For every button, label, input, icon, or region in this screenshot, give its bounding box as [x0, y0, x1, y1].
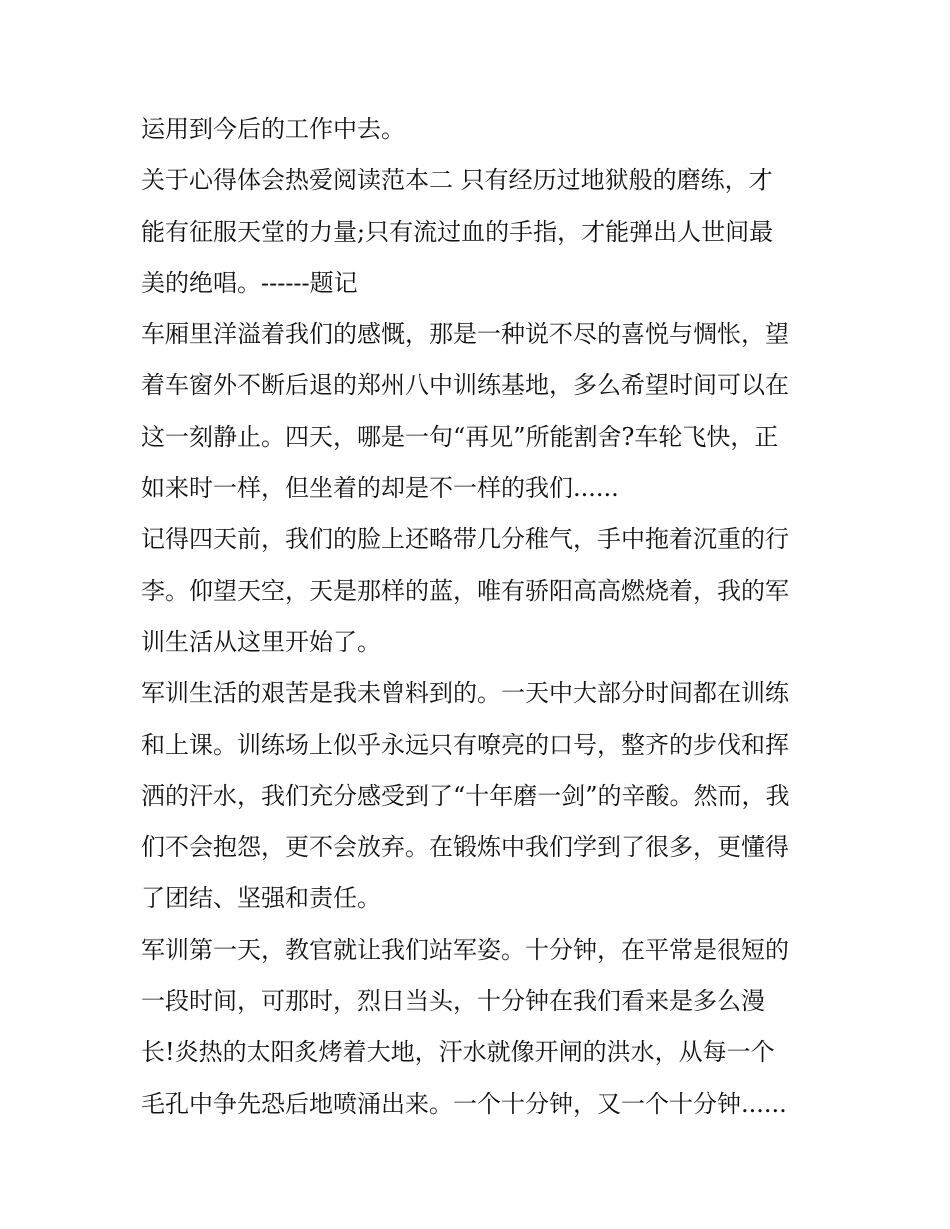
text-line: 着车窗外不断后退的郑州八中训练基地，多么希望时间可以在	[141, 371, 789, 400]
text-line: 一段时间，可那时，烈日当头，十分钟在我们看来是多么漫	[141, 987, 765, 1016]
text-line: 训生活从这里开始了。	[141, 627, 381, 656]
text-line: 李。仰望天空，天是那样的蓝，唯有骄阳高高燃烧着，我的军	[141, 576, 789, 605]
text-line: 了团结、坚强和责任。	[141, 884, 381, 913]
text-line: 车厢里洋溢着我们的感慨，那是一种说不尽的喜悦与惆怅，望	[141, 320, 789, 349]
text-line: 毛孔中争先恐后地喷涌出来。一个十分钟，又一个十分钟......	[141, 1089, 787, 1118]
body-text	[141, 104, 821, 1130]
text-line: 洒的汗水，我们充分感受到了“十年磨一剑”的辛酸。然而，我	[141, 781, 790, 810]
text-line: 美的绝唱。------题记	[141, 268, 358, 297]
text-line: 能有征服天堂的力量;只有流过血的手指，才能弹出人世间最	[141, 217, 774, 246]
text-line: 们不会抱怨，更不会放弃。在锻炼中我们学到了很多，更懂得	[141, 833, 789, 862]
text-line: 如来时一样，但坐着的却是不一样的我们......	[141, 474, 619, 503]
text-line: 军训第一天，教官就让我们站军姿。十分钟，在平常是很短的	[141, 935, 789, 964]
text-line: 记得四天前，我们的脸上还略带几分稚气，手中拖着沉重的行	[141, 525, 789, 554]
text-line: 运用到今后的工作中去。	[141, 115, 405, 143]
text-line: 这一刻静止。四天，哪是一句“再见”所能割舍?车轮飞快，正	[141, 422, 779, 451]
text-line: 长!炎热的太阳炙烤着大地，汗水就像开闸的洪水，从每一个	[141, 1038, 775, 1067]
text-line: 军训生活的艰苦是我未曾料到的。一天中大部分时间都在训练	[141, 679, 789, 708]
text-line: 关于心得体会热爱阅读范本二 只有经历过地狱般的磨练，才	[141, 166, 773, 195]
text-line: 和上课。训练场上似乎永远只有嘹亮的口号，整齐的步伐和挥	[141, 730, 789, 759]
